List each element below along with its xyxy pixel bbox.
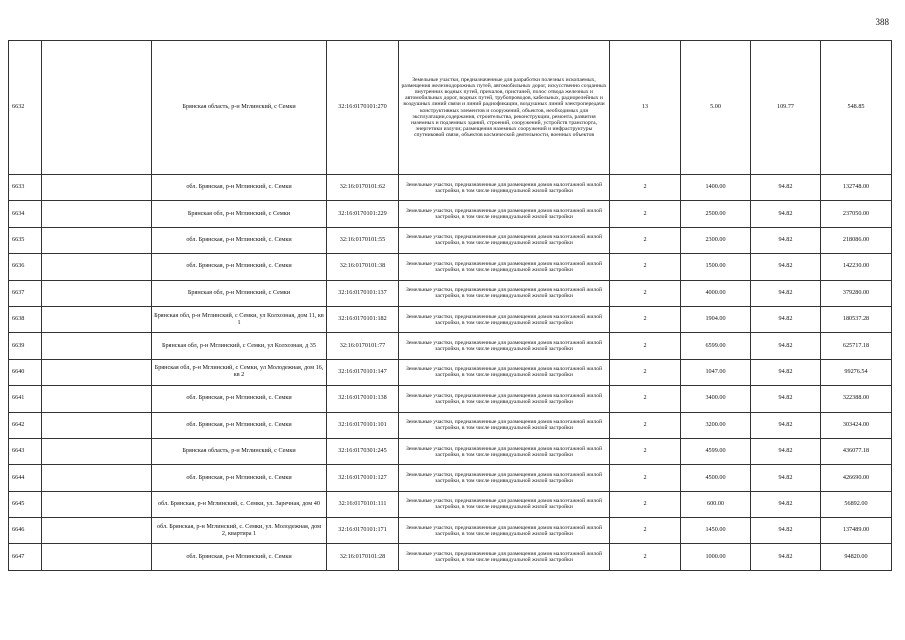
specific-value-cell: 94.82 <box>751 465 821 491</box>
cadastral-value-cell: 426690.00 <box>821 465 892 491</box>
blank-cell <box>42 544 152 570</box>
permitted-use-cell: Земельные участки, предназначенные для размещения домов малоэтажной жилой застройки, в том числе индивидуальной жилой застройки <box>399 227 610 253</box>
blank-cell <box>42 280 152 306</box>
cadastral-value-cell: 379280.00 <box>821 280 892 306</box>
cadastral-number-cell: 32:16:0170101:138 <box>327 386 399 412</box>
permitted-use-cell: Земельные участки, предназначенные для размещения домов малоэтажной жилой застройки, в том числе индивидуальной жилой застройки <box>399 359 610 385</box>
specific-value-cell: 94.82 <box>751 386 821 412</box>
specific-value-cell: 94.82 <box>751 491 821 517</box>
use-group-code-cell: 2 <box>610 491 681 517</box>
cadastral-value-cell: 99276.54 <box>821 359 892 385</box>
table-row <box>9 175 892 201</box>
table-row <box>9 412 892 438</box>
use-group-code-cell: 2 <box>610 333 681 359</box>
address-cell: Брянская обл, р-н Мглинский, с Семки, ул Молодежная, дом 16, кв 2 <box>152 359 327 385</box>
permitted-use-cell: Земельные участки, предназначенные для размещения домов малоэтажной жилой застройки, в том числе индивидуальной жилой застройки <box>399 386 610 412</box>
cadastral-value-cell: 436077.18 <box>821 438 892 464</box>
blank-cell <box>42 465 152 491</box>
cadastral-number-cell: 32:16:0170101:62 <box>327 175 399 201</box>
address-cell: Брянская обл, р-н Мглинский, с Семки, ул Колхозная, д 35 <box>152 333 327 359</box>
use-group-code-cell: 2 <box>610 227 681 253</box>
area-cell: 1450.00 <box>681 518 751 544</box>
specific-value-cell: 94.82 <box>751 306 821 332</box>
table-row <box>9 333 892 359</box>
record-number-cell: 6636 <box>9 254 42 280</box>
blank-cell <box>42 438 152 464</box>
cadastral-value-cell: 322388.00 <box>821 386 892 412</box>
area-cell: 1904.00 <box>681 306 751 332</box>
permitted-use-cell: Земельные участки, предназначенные для размещения домов малоэтажной жилой застройки, в том числе индивидуальной жилой застройки <box>399 412 610 438</box>
blank-cell <box>42 412 152 438</box>
permitted-use-cell: Земельные участки, предназначенные для размещения домов малоэтажной жилой застройки, в том числе индивидуальной жилой застройки <box>399 175 610 201</box>
table-row <box>9 491 892 517</box>
address-cell: обл. Брянская, р-н Мглинский, с. Семки <box>152 465 327 491</box>
cadastral-value-cell: 218086.00 <box>821 227 892 253</box>
specific-value-cell: 94.82 <box>751 333 821 359</box>
permitted-use-cell: Земельные участки, предназначенные для размещения домов малоэтажной жилой застройки, в том числе индивидуальной жилой застройки <box>399 254 610 280</box>
permitted-use-cell: Земельные участки, предназначенные для размещения домов малоэтажной жилой застройки, в том числе индивидуальной жилой застройки <box>399 465 610 491</box>
record-number-cell: 6641 <box>9 386 42 412</box>
record-number-cell: 6632 <box>9 41 42 175</box>
cadastral-number-cell: 32:16:0170101:101 <box>327 412 399 438</box>
record-number-cell: 6645 <box>9 491 42 517</box>
address-cell: обл. Брянская, р-н Мглинский, с. Семки <box>152 175 327 201</box>
cadastral-value-cell: 94820.00 <box>821 544 892 570</box>
area-cell: 1500.00 <box>681 254 751 280</box>
record-number-cell: 6638 <box>9 306 42 332</box>
cadastral-number-cell: 32:16:0170101:171 <box>327 518 399 544</box>
blank-cell <box>42 518 152 544</box>
blank-cell <box>42 359 152 385</box>
specific-value-cell: 94.82 <box>751 201 821 227</box>
cadastral-number-cell: 32:16:0170101:38 <box>327 254 399 280</box>
table-row <box>9 227 892 253</box>
use-group-code-cell: 2 <box>610 254 681 280</box>
cadastral-number-cell: 32:16:0170101:127 <box>327 465 399 491</box>
table-row <box>9 359 892 385</box>
specific-value-cell: 94.82 <box>751 438 821 464</box>
table-row <box>9 306 892 332</box>
cadastral-number-cell: 32:16:0170101:28 <box>327 544 399 570</box>
permitted-use-cell: Земельные участки, предназначенные для размещения домов малоэтажной жилой застройки, в том числе индивидуальной жилой застройки <box>399 491 610 517</box>
address-cell: обл. Брянская, р-н Мглинский, с. Семки, ул. Молодежная, дом 2, квартира 1 <box>152 518 327 544</box>
cadastral-number-cell: 32:16:0170101:77 <box>327 333 399 359</box>
cadastral-value-cell: 142230.00 <box>821 254 892 280</box>
specific-value-cell: 94.82 <box>751 518 821 544</box>
cadastral-value-cell: 180537.28 <box>821 306 892 332</box>
cadastral-number-cell: 32:16:0170101:270 <box>327 41 399 175</box>
specific-value-cell: 109.77 <box>751 41 821 175</box>
use-group-code-cell: 2 <box>610 175 681 201</box>
table-row <box>9 518 892 544</box>
area-cell: 1400.00 <box>681 175 751 201</box>
blank-cell <box>42 201 152 227</box>
use-group-code-cell: 2 <box>610 306 681 332</box>
blank-cell <box>42 254 152 280</box>
record-number-cell: 6633 <box>9 175 42 201</box>
specific-value-cell: 94.82 <box>751 227 821 253</box>
cadastral-number-cell: 32:16:0170301:245 <box>327 438 399 464</box>
table-body <box>9 41 892 571</box>
table-row <box>9 544 892 570</box>
cadastral-value-cell: 625717.18 <box>821 333 892 359</box>
address-cell: Брянская область, р-н Мглинский, с Семки <box>152 438 327 464</box>
record-number-cell: 6643 <box>9 438 42 464</box>
specific-value-cell: 94.82 <box>751 544 821 570</box>
address-cell: обл. Брянская, р-н Мглинский, с. Семки <box>152 227 327 253</box>
cadastral-number-cell: 32:16:0170101:111 <box>327 491 399 517</box>
address-cell: Брянская область, р-н Мглинский, с Семки <box>152 41 327 175</box>
cadastral-value-cell: 548.85 <box>821 41 892 175</box>
permitted-use-cell: Земельные участки, предназначенные для размещения домов малоэтажной жилой застройки, в том числе индивидуальной жилой застройки <box>399 544 610 570</box>
cadastral-number-cell: 32:16:0170101:182 <box>327 306 399 332</box>
permitted-use-cell: Земельные участки, предназначенные для размещения домов малоэтажной жилой застройки, в том числе индивидуальной жилой застройки <box>399 280 610 306</box>
permitted-use-cell: Земельные участки, предназначенные для разработки полезных ископаемых, размещения железнодорожных путей, автомобильных дорог, искусственно созданных внутренних водных путей, причалов, пристаней, полос отвода железных и автомобильных дорог, водных путей, трубопроводов, кабельных, радиорелейных и воздушных линий связи и линий радиофикации, воздушных линий электропередачи конструктивных элементов и сооружений, объектов, необходимых для эксплуатации,содержания, строительства, реконструкции, ремонта, развития наземных и подземных зданий, строений, сооружений, устройств транспорта, энергетики излучи; размещения наземных сооружений и инфраструктуры спутниковой связи, объектов космической деятельности, военных объектов <box>399 41 610 175</box>
area-cell: 2300.00 <box>681 227 751 253</box>
use-group-code-cell: 2 <box>610 465 681 491</box>
record-number-cell: 6644 <box>9 465 42 491</box>
permitted-use-cell: Земельные участки, предназначенные для размещения домов малоэтажной жилой застройки, в том числе индивидуальной жилой застройки <box>399 438 610 464</box>
cadastral-value-cell: 137489.00 <box>821 518 892 544</box>
area-cell: 1000.00 <box>681 544 751 570</box>
cadastral-value-cell: 237050.00 <box>821 201 892 227</box>
permitted-use-cell: Земельные участки, предназначенные для размещения домов малоэтажной жилой застройки, в том числе индивидуальной жилой застройки <box>399 306 610 332</box>
blank-cell <box>42 386 152 412</box>
area-cell: 4000.00 <box>681 280 751 306</box>
use-group-code-cell: 2 <box>610 412 681 438</box>
record-number-cell: 6640 <box>9 359 42 385</box>
blank-cell <box>42 333 152 359</box>
use-group-code-cell: 2 <box>610 201 681 227</box>
use-group-code-cell: 2 <box>610 386 681 412</box>
record-number-cell: 6637 <box>9 280 42 306</box>
record-number-cell: 6634 <box>9 201 42 227</box>
cadastral-value-cell: 56892.00 <box>821 491 892 517</box>
area-cell: 2500.00 <box>681 201 751 227</box>
address-cell: Брянская обл, р-н Мглинский, с Семки <box>152 201 327 227</box>
permitted-use-cell: Земельные участки, предназначенные для размещения домов малоэтажной жилой застройки, в том числе индивидуальной жилой застройки <box>399 333 610 359</box>
table-row <box>9 386 892 412</box>
record-number-cell: 6647 <box>9 544 42 570</box>
address-cell: обл. Брянская, р-н Мглинский, с. Семки <box>152 544 327 570</box>
use-group-code-cell: 2 <box>610 544 681 570</box>
specific-value-cell: 94.82 <box>751 359 821 385</box>
address-cell: Брянская обл, р-н Мглинский, с Семки, ул Колхозная, дом 11, кв 1 <box>152 306 327 332</box>
area-cell: 600.00 <box>681 491 751 517</box>
table-row <box>9 201 892 227</box>
address-cell: Брянская обл, р-н Мглинский, с Семки <box>152 280 327 306</box>
land-cadastral-value-table <box>8 40 892 571</box>
area-cell: 3400.00 <box>681 386 751 412</box>
address-cell: обл. Брянская, р-н Мглинский, с. Семки, ул. Заречная, дом 40 <box>152 491 327 517</box>
record-number-cell: 6646 <box>9 518 42 544</box>
cadastral-value-cell: 132748.00 <box>821 175 892 201</box>
area-cell: 4599.00 <box>681 438 751 464</box>
use-group-code-cell: 2 <box>610 518 681 544</box>
table-row <box>9 254 892 280</box>
table-row <box>9 438 892 464</box>
blank-cell <box>42 41 152 175</box>
record-number-cell: 6642 <box>9 412 42 438</box>
table-row <box>9 41 892 175</box>
cadastral-value-cell: 303424.00 <box>821 412 892 438</box>
table-row <box>9 280 892 306</box>
blank-cell <box>42 491 152 517</box>
specific-value-cell: 94.82 <box>751 412 821 438</box>
use-group-code-cell: 2 <box>610 280 681 306</box>
address-cell: обл. Брянская, р-н Мглинский, с. Семки <box>152 386 327 412</box>
specific-value-cell: 94.82 <box>751 254 821 280</box>
specific-value-cell: 94.82 <box>751 175 821 201</box>
area-cell: 1047.00 <box>681 359 751 385</box>
cadastral-number-cell: 32:16:0170101:55 <box>327 227 399 253</box>
address-cell: обл. Брянская, р-н Мглинский, с. Семки <box>152 254 327 280</box>
cadastral-number-cell: 32:16:0170101:147 <box>327 359 399 385</box>
page-number: 388 <box>875 17 889 27</box>
address-cell: обл. Брянская, р-н Мглинский, с. Семки <box>152 412 327 438</box>
area-cell: 4500.00 <box>681 465 751 491</box>
blank-cell <box>42 306 152 332</box>
area-cell: 3200.00 <box>681 412 751 438</box>
use-group-code-cell: 2 <box>610 438 681 464</box>
cadastral-number-cell: 32:16:0170101:229 <box>327 201 399 227</box>
blank-cell <box>42 175 152 201</box>
use-group-code-cell: 2 <box>610 359 681 385</box>
area-cell: 6599.00 <box>681 333 751 359</box>
cadastral-number-cell: 32:16:0170101:137 <box>327 280 399 306</box>
blank-cell <box>42 227 152 253</box>
record-number-cell: 6639 <box>9 333 42 359</box>
record-number-cell: 6635 <box>9 227 42 253</box>
specific-value-cell: 94.82 <box>751 280 821 306</box>
table-row <box>9 465 892 491</box>
use-group-code-cell: 13 <box>610 41 681 175</box>
permitted-use-cell: Земельные участки, предназначенные для размещения домов малоэтажной жилой застройки, в том числе индивидуальной жилой застройки <box>399 201 610 227</box>
area-cell: 5.00 <box>681 41 751 175</box>
permitted-use-cell: Земельные участки, предназначенные для размещения домов малоэтажной жилой застройки, в том числе индивидуальной жилой застройки <box>399 518 610 544</box>
